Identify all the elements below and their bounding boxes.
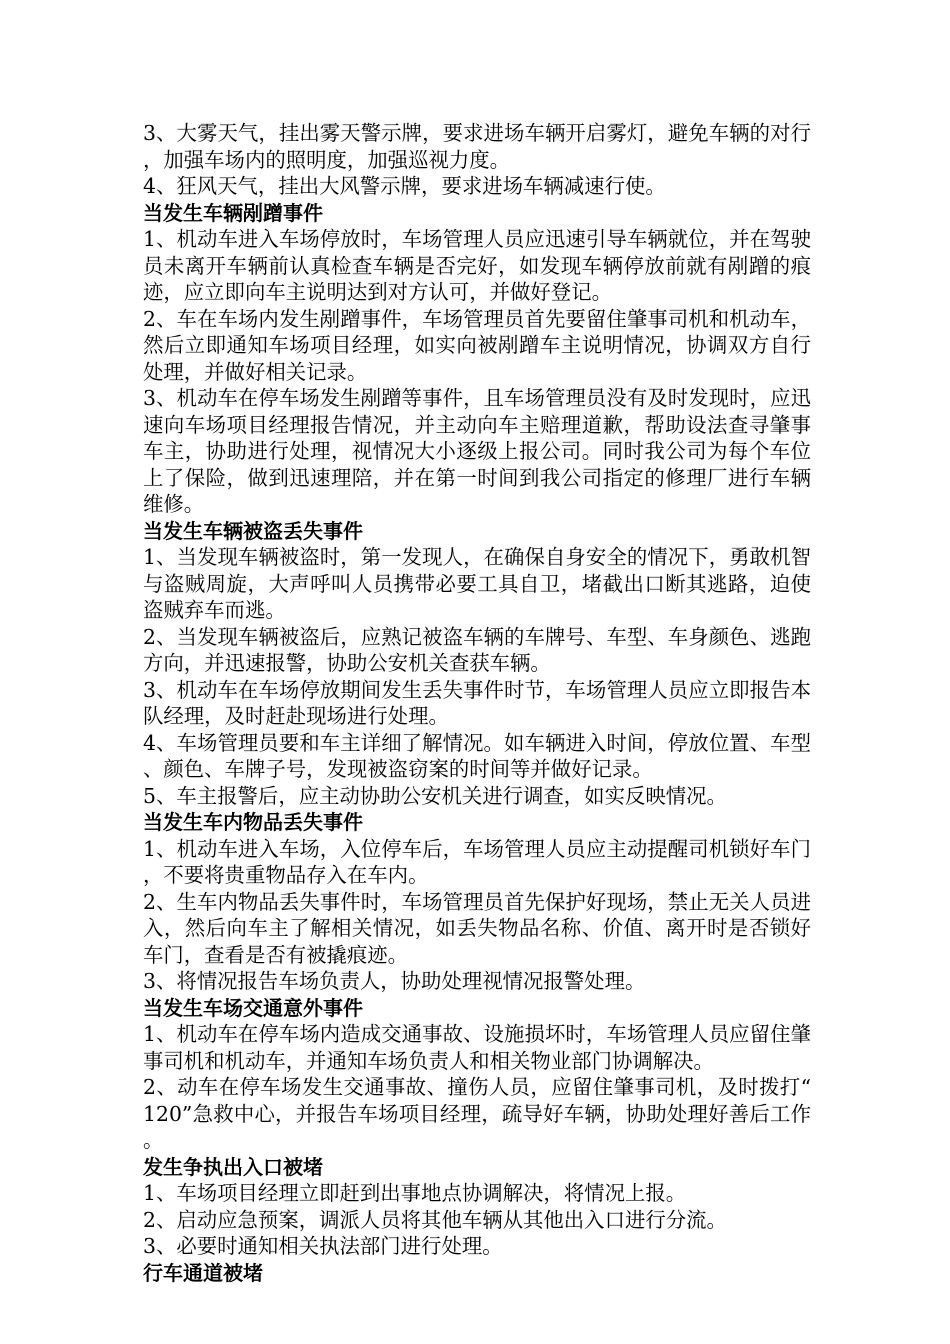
paragraph-item-loss-3: 3、将情况报告车场负责人，协助处理视情况报警处理。 — [143, 969, 646, 993]
section-heading-item-loss: 当发生车内物品丢失事件 — [143, 810, 363, 834]
section-heading-vehicle-theft: 当发生车辆被盗丢失事件 — [143, 518, 363, 543]
paragraph-entrance-3: 3、必要时通知相关执法部门进行处理。 — [143, 1234, 503, 1258]
paragraph-scratch-2: 2、车在车场内发生剐蹭事件，车场管理员首先要留住肇事司机和机动车，然后立即通知车场项目经理，如实向被剐蹭车主说明情况，协调双方自行处理，并做好相关记录。 — [143, 306, 811, 384]
paragraph-scratch-3: 3、机动车在停车场发生剐蹭等事件，且车场管理员没有及时发现时，应迅速向车场项目经理报告情况，并主动向车主赔理道歉，帮助设法查寻肇事车主，协助进行处理，视情况大小逐级上报公司。同时我公司为每个车位上了保险，做到迅速理陪，并在第一时间到我公司指定的修理厂进行车辆维修。 — [143, 386, 811, 516]
paragraph-fog-weather: 3、大雾天气，挂出雾天警示牌，要求进场车辆开启雾灯，避免车辆的对行，加强车场内的照明度，加强巡视力度。 — [143, 121, 811, 172]
paragraph-scratch-1: 1、机动车进入车场停放时，车场管理人员应迅速引导车辆就位，并在驾驶员未离开车辆前认真检查车辆是否完好，如发现车辆停放前就有剐蹭的痕迹，应立即向车主说明达到对方认可，并做好登记。 — [143, 227, 811, 304]
section-heading-scratch-incident: 当发生车辆剐蹭事件 — [143, 200, 323, 225]
paragraph-theft-1: 1、当发现车辆被盗时，第一发现人，在确保自身安全的情况下，勇敢机智与盗贼周旋，大声呼叫人员携带必要工具自卫，堵截出口断其逃路，迫使盗贼弃车而逃。 — [143, 545, 811, 622]
document-page — [143, 120, 811, 1286]
paragraph-entrance-1: 1、车场项目经理立即赶到出事地点协调解决，将情况上报。 — [143, 1181, 687, 1205]
paragraph-item-loss-2: 2、生车内物品丢失事件时，车场管理员首先保护好现场，禁止无关人员进入，然后向车主了解相关情况，如丢失物品名称、价值、离开时是否锁好车门，查看是否有被撬痕迹。 — [143, 889, 811, 967]
paragraph-accident-2: 2、动车在停车场发生交通事故、撞伤人员，应留住肇事司机，及时拨打“120”急救中心，并报告车场项目经理，疏导好车辆，协助处理好善后工作。 — [143, 1075, 811, 1152]
paragraph-accident-1: 1、机动车在停车场内造成交通事故、设施损坏时，车场管理人员应留住肇事司机和机动车，并通知车场负责人和相关物业部门协调解决。 — [143, 1022, 811, 1073]
section-heading-traffic-accident: 当发生车场交通意外事件 — [143, 995, 363, 1020]
section-heading-lane-blocked: 行车通道被堵 — [143, 1260, 263, 1285]
paragraph-theft-3: 3、机动车在车场停放期间发生丢失事件时节，车场管理人员应立即报告本队经理，及时赶赴现场进行处理。 — [143, 677, 811, 728]
section-heading-entrance-blocked: 发生争执出入口被堵 — [143, 1154, 323, 1179]
paragraph-item-loss-1: 1、机动车进入车场，入位停车后，车场管理人员应主动提醒司机锁好车门，不要将贵重物品存入在车内。 — [143, 836, 811, 887]
paragraph-wind-weather: 4、狂风天气，挂出大风警示牌，要求进场车辆减速行使。 — [143, 174, 666, 198]
paragraph-theft-5: 5、车主报警后，应主动协助公安机关进行调查，如实反映情况。 — [143, 783, 727, 808]
paragraph-theft-2: 2、当发现车辆被盗后，应熟记被盗车辆的车牌号、车型、车身颜色、逃跑方向，并迅速报警，协助公安机关查获车辆。 — [143, 624, 811, 675]
paragraph-entrance-2: 2、启动应急预案，调派人员将其他车辆从其他出入口进行分流。 — [143, 1207, 727, 1232]
paragraph-theft-4: 4、车场管理员要和车主详细了解情况。如车辆进入时间，停放位置、车型、颜色、车牌子号，发现被盗窃案的时间等并做好记录。 — [143, 730, 811, 781]
